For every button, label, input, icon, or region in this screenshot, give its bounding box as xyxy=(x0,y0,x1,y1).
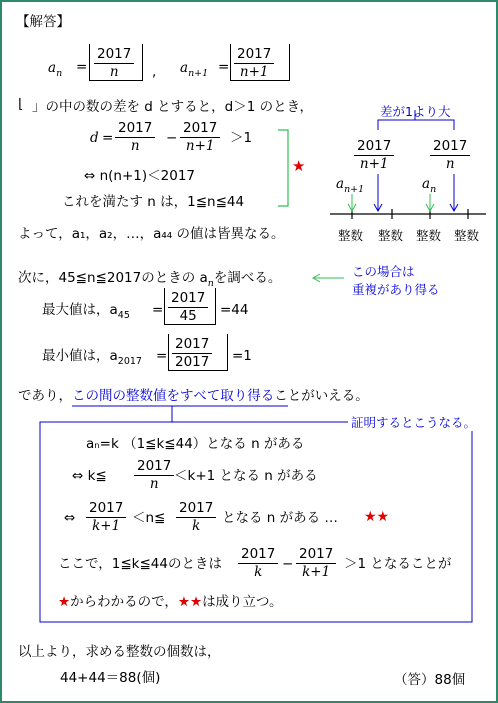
floor-bracket-text: ⌊ xyxy=(18,96,24,112)
note-overlap-1: この場合は xyxy=(352,264,415,279)
proof-line-4a: ここで，1≦k≦44のときは xyxy=(58,556,222,572)
conclusion: 以上より，求める整数の個数は， xyxy=(18,644,221,660)
next-case: 次に，45≦n≦2017のときの $a_n$を調べる。 xyxy=(18,270,282,289)
fraction-2017-over-n1: $\frac{2017}{n+1}$ xyxy=(234,46,274,81)
comma: , xyxy=(152,64,157,80)
n-range: これを満たす n は，1≦n≦44 xyxy=(62,194,245,210)
difference-statement: 」の中の数の差を d とすると，d＞1 のとき， xyxy=(32,99,314,115)
proof-line-2a: ⇔ k≦ xyxy=(72,468,107,484)
diff-label: 差が1より大 xyxy=(380,104,451,119)
note-overlap-2: 重複があり得る xyxy=(352,282,440,297)
fraction-d-1: $\frac{2017}{n}$ xyxy=(115,120,155,155)
tick-label-2: 整数 xyxy=(378,228,404,243)
equals-max: = xyxy=(152,302,164,318)
proof-fraction-k1: $\frac{2017}{k+1}$ xyxy=(86,500,126,535)
proof-line-5: ★からわかるので，★★は成り立つ。 xyxy=(58,594,283,610)
proof-line-2b: ＜k+1 となる n がある xyxy=(174,468,318,484)
equals-min: = xyxy=(156,348,168,364)
min-result: =1 xyxy=(232,348,252,364)
fraction-min: $\frac{2017}{2017}$ xyxy=(172,336,212,371)
min-value-label: 最小値は，$a_{2017}$ xyxy=(42,348,142,367)
proof-fraction-n: $\frac{2017}{n}$ xyxy=(134,458,174,493)
values-distinct: よって，a₁，a₂，…，a₄₄ の値は皆異なる。 xyxy=(18,226,285,242)
proof-line-1: aₙ=k （1≦k≦44）となる n がある xyxy=(86,436,305,452)
final-answer: （答）88個 xyxy=(394,672,466,688)
diagram-a-n: $a_n$ xyxy=(422,176,437,195)
equals-2: = xyxy=(218,59,230,75)
star-marker: ★ xyxy=(292,157,306,175)
equals: = xyxy=(76,59,88,75)
diagram-fraction-2: $\frac{2017}{n}$ xyxy=(430,138,470,173)
a-n1-symbol: $a_{n+1}$ xyxy=(180,60,209,79)
fraction-max: $\frac{2017}{45}$ xyxy=(168,290,208,325)
diagram-a-n1: $a_{n+1}$ xyxy=(336,176,365,195)
proof-line-4b: ＞1 となることが xyxy=(344,556,452,572)
equals-3: = xyxy=(102,130,114,146)
d-symbol: d xyxy=(90,130,99,146)
max-result: =44 xyxy=(220,302,249,318)
heading: 【解答】 xyxy=(16,14,70,30)
all-integers-claim: であり，この間の整数値をすべて取り得ることがいえる。 xyxy=(18,388,369,404)
a-n-symbol: $a_n$ xyxy=(48,60,63,79)
proof-line-3a: ⇔ xyxy=(64,510,76,526)
final-calculation: 44+44＝88(個) xyxy=(60,670,161,686)
proof-fraction-4b: $\frac{2017}{k+1}$ xyxy=(296,546,336,581)
proof-label: 証明するとこうなる。 xyxy=(348,415,479,431)
minus-sign: − xyxy=(166,130,178,146)
tick-label-1: 整数 xyxy=(338,228,364,243)
tick-label-4: 整数 xyxy=(454,228,480,243)
proof-minus: − xyxy=(282,556,294,572)
fraction-d-2: $\frac{2017}{n+1}$ xyxy=(180,120,220,155)
inequality-product: ⇔ n(n+1)＜2017 xyxy=(84,168,196,184)
double-star: ★★ xyxy=(364,509,390,525)
diagram-fraction-1: $\frac{2017}{n+1}$ xyxy=(354,138,394,173)
proof-fraction-4a: $\frac{2017}{k}$ xyxy=(238,546,278,581)
proof-line-3c: となる n がある … xyxy=(222,510,338,526)
greater-than-one: ＞1 xyxy=(230,130,253,146)
fraction-2017-over-n: $\frac{2017}{n}$ xyxy=(94,46,134,81)
proof-fraction-k: $\frac{2017}{k}$ xyxy=(176,500,216,535)
tick-label-3: 整数 xyxy=(416,228,442,243)
proof-line-3b: ＜n≦ xyxy=(132,510,166,526)
max-value-label: 最大値は，$a_{45}$ xyxy=(42,302,130,321)
